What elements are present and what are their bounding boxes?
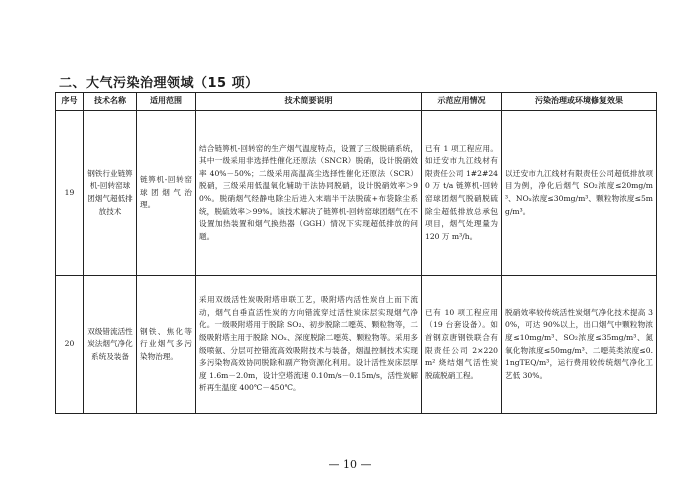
header-effect: 污染治理或环境修复效果 — [502, 93, 657, 111]
page-number: — 10 — — [328, 458, 372, 471]
header-tech-name: 技术名称 — [84, 93, 137, 111]
row-number: 19 — [56, 111, 84, 276]
table-header-row — [56, 93, 657, 111]
scope: 链箅机-回转窑球团烟气治理。 — [137, 111, 196, 276]
technology-table — [55, 92, 657, 414]
row-number: 20 — [56, 276, 84, 414]
demo-application: 已有 1 项工程应用。如迁安市九江线材有限责任公司 1#2#240 万 t/a 链箅机-回转窑球团烟气脱硝脱硫除尘超低排放总承包项目，烟气处理量为 120 万 m³/h。 — [422, 111, 502, 276]
tech-name: 双级错流活性炭法烟气净化系统及装备 — [84, 276, 137, 414]
table-row — [56, 111, 657, 276]
tech-name: 钢铁行业链箅机-回转窑球团烟气超低排放技术 — [84, 111, 137, 276]
demo-application: 已有 10 项工程应用（19 台套设备）。如首钢京唐钢铁联合有限责任公司 2×220m² 烧结烟气活性炭脱硫脱硝工程。 — [422, 276, 502, 414]
header-demo: 示范应用情况 — [422, 93, 502, 111]
effect: 脱硝效率较传统活性炭烟气净化技术提高 30%，可达 90%以上，出口烟气中颗粒物浓度≤10mg/m³、SO₂浓度≤35mg/m³、氮氧化物浓度≤50mg/m³、二噁英类浓度≤0.1ngTEQ/m³，运行费用较传统烟气净化工艺低 30%。 — [502, 276, 657, 414]
description: 采用双级活性炭吸附塔串联工艺，吸附塔内活性炭自上而下流动，烟气自垂直活性炭的方向错流穿过活性炭床层实现烟气净化。一级吸附塔用于脱除 SO₂、初步脱除二噁英、颗粒物等，二级吸附塔主用于脱除 NOₓ、深度脱除二噁英、颗粒物等。采用多级喷氨、分层可控错流高效吸附技术与装备，烟温控制技术实现多污染物高效协同脱除和副产物资源化利用。设计活性炭床层厚度 1.6m－2.0m，设计空塔流速 0.10m/s－0.15m/s，活性炭解析再生温度 400℃－450℃。 — [196, 276, 422, 414]
section-title: 二、大气污染治理领域（15 项） — [59, 76, 259, 91]
header-scope: 适用范围 — [137, 93, 196, 111]
scope: 钢铁、焦化等行业烟气多污染物治理。 — [137, 276, 196, 414]
header-no: 序号 — [56, 93, 84, 111]
description: 结合链箅机-回转窑的生产烟气温度特点，设置了三级脱硝系统，其中一级采用非选择性催化还原法（SNCR）脱硝，设计脱硝效率 40%－50%；二级采用高温高尘选择性催化还原法（SCR）脱硝，三级采用低温氧化辅助干法协同脱硝，设计脱硝效率＞90%。脱硝烟气经静电除尘后进入末端半干法脱硫+布袋除尘系统，脱硫效率＞99%。该技术解决了链箅机-回转窑球团烟气在不设置加热装置和烟气换热器（GGH）情况下实现超低排放的问题。 — [196, 111, 422, 276]
table-row — [56, 276, 657, 414]
header-description: 技术简要说明 — [196, 93, 422, 111]
effect: 以迁安市九江线材有限责任公司超低排放项目为例，净化后烟气 SO₂浓度≤20mg/m³、NOₓ浓度≤30mg/m³、颗粒物浓度≤5mg/m³。 — [502, 111, 657, 276]
